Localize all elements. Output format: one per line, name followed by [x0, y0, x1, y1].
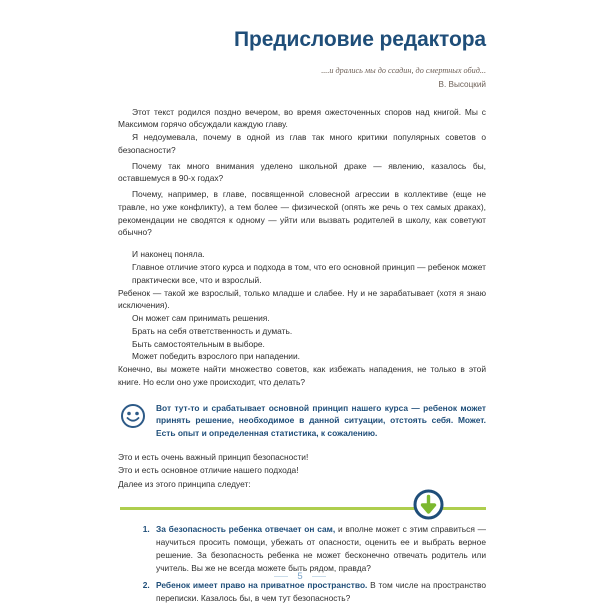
after-callout-lines	[118, 451, 486, 490]
paragraph-12: Конечно, вы можете найти множество советов, как избежать нападения, не только в этой книге. Но если оно уже происходит, что делать?	[118, 364, 486, 387]
paragraph-9: Брать на себя ответственность и думать.	[132, 325, 293, 336]
after-callout-line-3: Далее из этого принципа следует:	[118, 478, 251, 489]
footer-dash-right	[312, 576, 326, 577]
list-item-rest: В том числе на пространство переписки. Казалось бы, в чем тут безопасность?	[156, 579, 486, 603]
callout-text: Вот тут-то и срабатывает основной принцип нашего курса — ребенок может принять решение, необходимое в данной ситуации, отстоять себя. Может. Есть опыт и определенная статистика, к сожалению.	[156, 402, 486, 438]
list-item-lead: Ребенок имеет право на приватное пространство.	[156, 579, 368, 590]
page-content	[118, 0, 486, 609]
page-title: Предисловие редактора	[233, 28, 486, 51]
after-callout-line-1: Это и есть очень важный принцип безопасности!	[118, 452, 309, 463]
down-arrow-circle-icon	[413, 489, 444, 520]
paragraph-6: Главное отличие этого курса и подхода в том, что его основной принцип — ребенок может практически все, что и взрослый.	[132, 261, 486, 285]
paragraph-11: Может победить взрослого при нападении.	[132, 351, 300, 362]
paragraph-3: Почему так много внимания уделено школьной драке — явлению, казалось бы, оставшемуся в 90-х годах?	[118, 160, 486, 184]
page-number: 5	[297, 571, 303, 583]
numbered-list	[118, 523, 486, 605]
green-divider	[118, 503, 486, 513]
after-callout-line-2: Это и есть основное отличие нашего подхода!	[118, 465, 299, 476]
list-item-lead: За безопасность ребенка отвечает он сам,	[156, 523, 336, 534]
spacer	[118, 239, 486, 248]
paragraph-7: Ребенок — такой же взрослый, только младше и слабее. Ну и не зарабатывает (хотя я знаю исключения).	[118, 287, 486, 311]
body-text	[118, 106, 486, 389]
epigraph-quote: ....и дрались мы до ссадин, до смертных обид...	[321, 66, 486, 76]
footer-dash-left	[274, 576, 288, 577]
smiley-face-icon	[120, 403, 146, 429]
paragraph-4: Почему, например, в главе, посвященной словесной агрессии в коллективе (еще не травле, но уже конфликту), а тем более — физической (опять же речь о тех самых драках), рекомендации не сводятся к одному — уйти или вызвать родителей в школу, как советуют обычно?	[118, 189, 486, 238]
paragraph-1: Этот текст родился поздно вечером, во время ожесточенных споров над книгой. Мы с Максимом горячо обсуждали каждую главу.	[118, 106, 486, 130]
list-item-rest: и вполне может с этим справиться — научиться просить помощи, убежать от опасности, оценить ее и выбрать верное решение. За безопасность ребенка не может бесконечно отвечать родитель или учитель. Вы же не всегда можете быть рядом, правда?	[156, 523, 486, 573]
paragraph-8: Он может сам принимать решения.	[132, 313, 270, 324]
principle-callout	[118, 402, 486, 440]
epigraph	[118, 65, 486, 91]
paragraph-5: И наконец поняла.	[132, 249, 205, 260]
paragraph-10: Быть самостоятельным в выборе.	[132, 338, 265, 349]
list-item	[152, 579, 486, 605]
page-footer	[0, 571, 600, 582]
list-item	[152, 523, 486, 575]
epigraph-author: В. Высоцкий	[438, 79, 486, 89]
paragraph-2: Я недоумевала, почему в одной из глав так много критики популярных советов о безопасности?	[118, 132, 486, 155]
